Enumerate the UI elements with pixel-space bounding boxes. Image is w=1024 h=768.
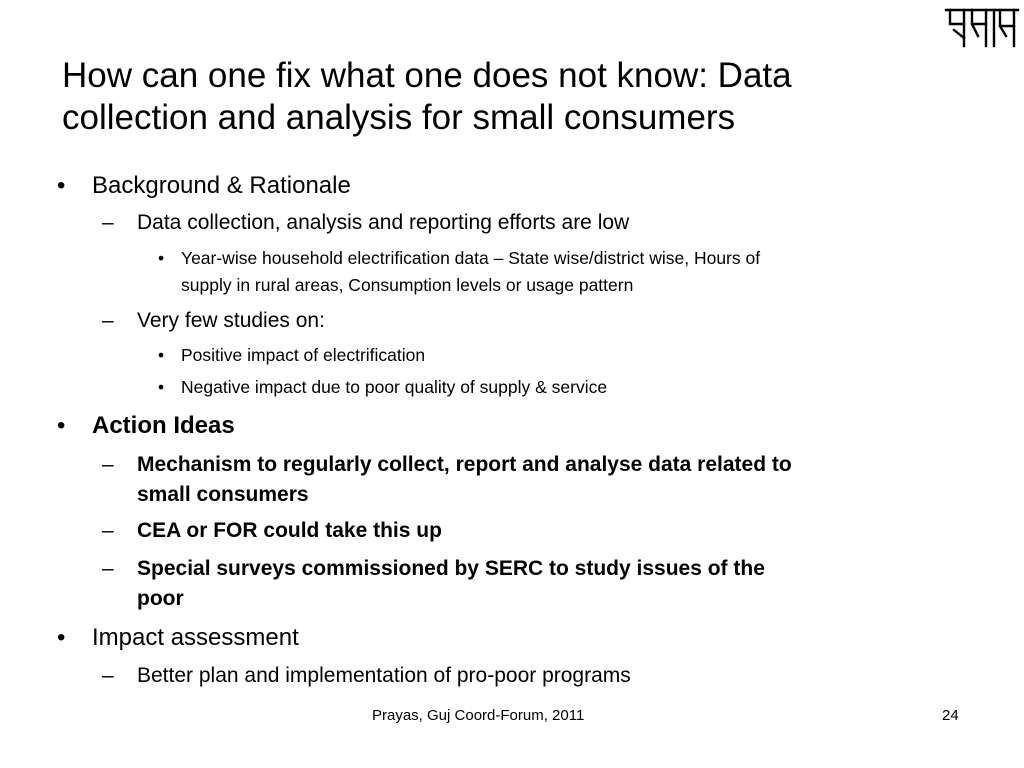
slide-title bbox=[62, 55, 942, 139]
tertiary-bullet-electrification-data-line1: Year-wise household electrification data – State wise/district wise, Hours of bbox=[181, 248, 761, 268]
sub-bullet-marker: – bbox=[102, 211, 114, 234]
tertiary-bullet-negative-impact: Negative impact due to poor quality of supply & service bbox=[181, 377, 608, 397]
tertiary-bullet-marker: • bbox=[158, 248, 165, 268]
sub-bullet-cea-for: CEA or FOR could take this up bbox=[137, 519, 442, 542]
tertiary-bullet-marker: • bbox=[158, 377, 165, 397]
sub-bullet-marker: – bbox=[102, 519, 114, 542]
tertiary-bullet-marker: • bbox=[158, 345, 165, 365]
sub-bullet-mechanism-line2: small consumers bbox=[137, 483, 309, 506]
sub-bullet-better-plan: Better plan and implementation of pro-poor programs bbox=[137, 664, 631, 687]
tertiary-bullet-positive-impact: Positive impact of electrification bbox=[181, 345, 426, 365]
bullet-action-ideas: Action Ideas bbox=[92, 412, 235, 439]
tertiary-bullet-electrification-data-line2: supply in rural areas, Consumption levels or usage pattern bbox=[181, 275, 634, 295]
sub-bullet-special-surveys-line2: poor bbox=[137, 587, 184, 610]
bullet-background-rationale: Background & Rationale bbox=[92, 172, 351, 199]
prayas-logo bbox=[944, 4, 1020, 50]
title-line-1: How can one fix what one does not know: Data bbox=[62, 56, 792, 95]
sub-bullet-marker: – bbox=[102, 453, 114, 476]
sub-bullet-marker: – bbox=[102, 664, 114, 687]
sub-bullet-marker: – bbox=[102, 557, 114, 580]
bullet-marker: • bbox=[57, 412, 66, 439]
bullet-impact-assessment: Impact assessment bbox=[92, 624, 299, 651]
title-line-2: collection and analysis for small consumers bbox=[62, 98, 736, 137]
sub-bullet-few-studies: Very few studies on: bbox=[137, 309, 325, 332]
footer-source: Prayas, Guj Coord-Forum, 2011 bbox=[372, 707, 585, 724]
page-number: 24 bbox=[942, 707, 959, 724]
sub-bullet-marker: – bbox=[102, 309, 114, 332]
bullet-marker: • bbox=[57, 624, 66, 651]
sub-bullet-special-surveys-line1: Special surveys commissioned by SERC to study issues of the bbox=[137, 557, 765, 580]
bullet-marker: • bbox=[57, 172, 66, 199]
sub-bullet-mechanism-line1: Mechanism to regularly collect, report and analyse data related to bbox=[137, 453, 792, 476]
sub-bullet-data-efforts: Data collection, analysis and reporting efforts are low bbox=[137, 211, 630, 234]
